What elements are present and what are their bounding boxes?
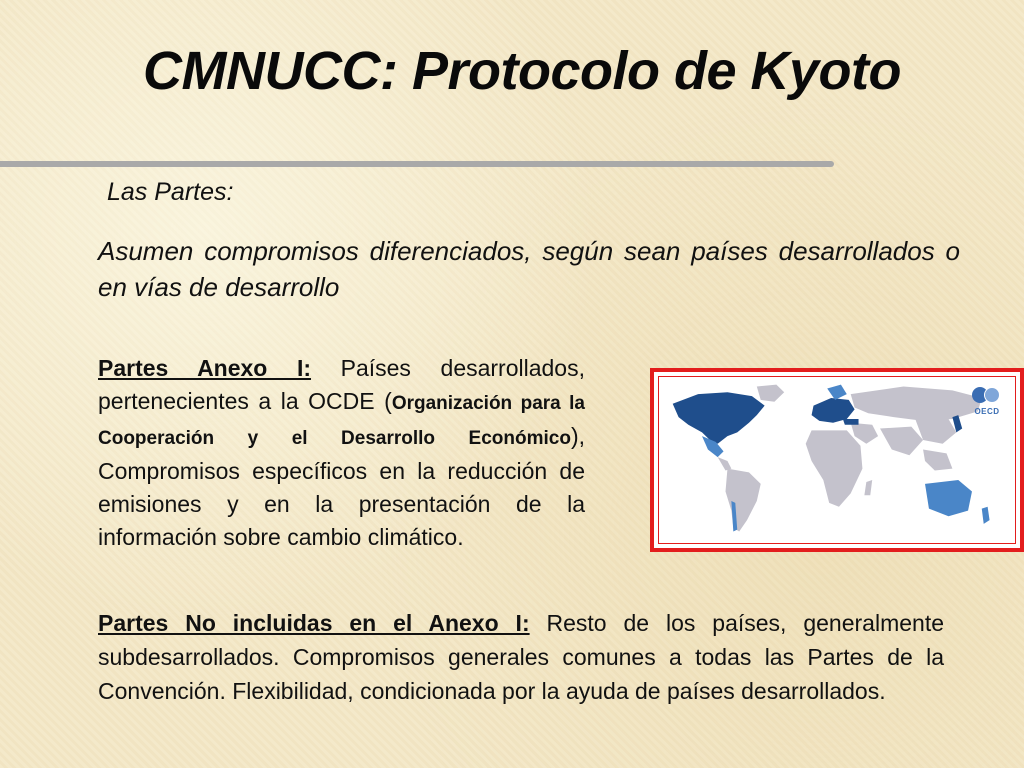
oecd-world-map: [658, 376, 1016, 544]
oecd-logo-text: OECD: [974, 407, 1000, 416]
annex1-text-end: ), Compromisos específicos en la reducción de emisiones y en la presentación de la información sobre cambio climático.: [98, 423, 585, 550]
slide-title: CMNUCC: Protocolo de Kyoto: [143, 41, 901, 101]
australia-shape: [925, 480, 972, 516]
new-zealand-shape: [982, 507, 990, 524]
annex1-text-start: Países desarrollados, pertenecientes a la OCDE (: [98, 355, 585, 414]
non-annex-text: Resto de los países, generalmente subdesarrollados. Compromisos generales comunes a todas las Partes de la Convención. Flexibilidad, condicionada por la ayuda de países desarrollados.: [98, 610, 944, 704]
scandinavia-shape: [827, 385, 847, 400]
oecd-world-map-frame: [650, 368, 1024, 552]
annex1-org-name: Organización para la Cooperación y el Desarrollo Económico: [98, 393, 585, 449]
south-america-shape: [726, 469, 761, 532]
title-divider: [0, 161, 834, 167]
central-america-shape: [718, 457, 732, 470]
africa-shape: [806, 430, 863, 506]
world-map-graphic: [659, 377, 1015, 543]
oecd-logo-mark: [972, 387, 1002, 405]
russia-asia-shape: [851, 387, 982, 421]
annex1-paragraph: [98, 352, 585, 554]
madagascar-shape: [864, 480, 872, 495]
slide-subtitle: Las Partes:: [107, 178, 234, 206]
turkey-shape: [843, 419, 859, 425]
non-annex-label: Partes No incluidas en el Anexo I:: [98, 610, 530, 636]
oecd-logo: [971, 387, 1003, 423]
annex1-label: Partes Anexo I:: [98, 355, 312, 381]
south-asia-shape: [880, 427, 923, 456]
intro-statement: Asumen compromisos diferenciados, según sean países desarrollados o en vías de desarrollo: [98, 236, 960, 302]
southeast-asia-shape: [923, 450, 952, 471]
north-america-shape: [673, 392, 765, 444]
non-annex-paragraph: [98, 606, 944, 708]
greenland-shape: [757, 385, 784, 402]
